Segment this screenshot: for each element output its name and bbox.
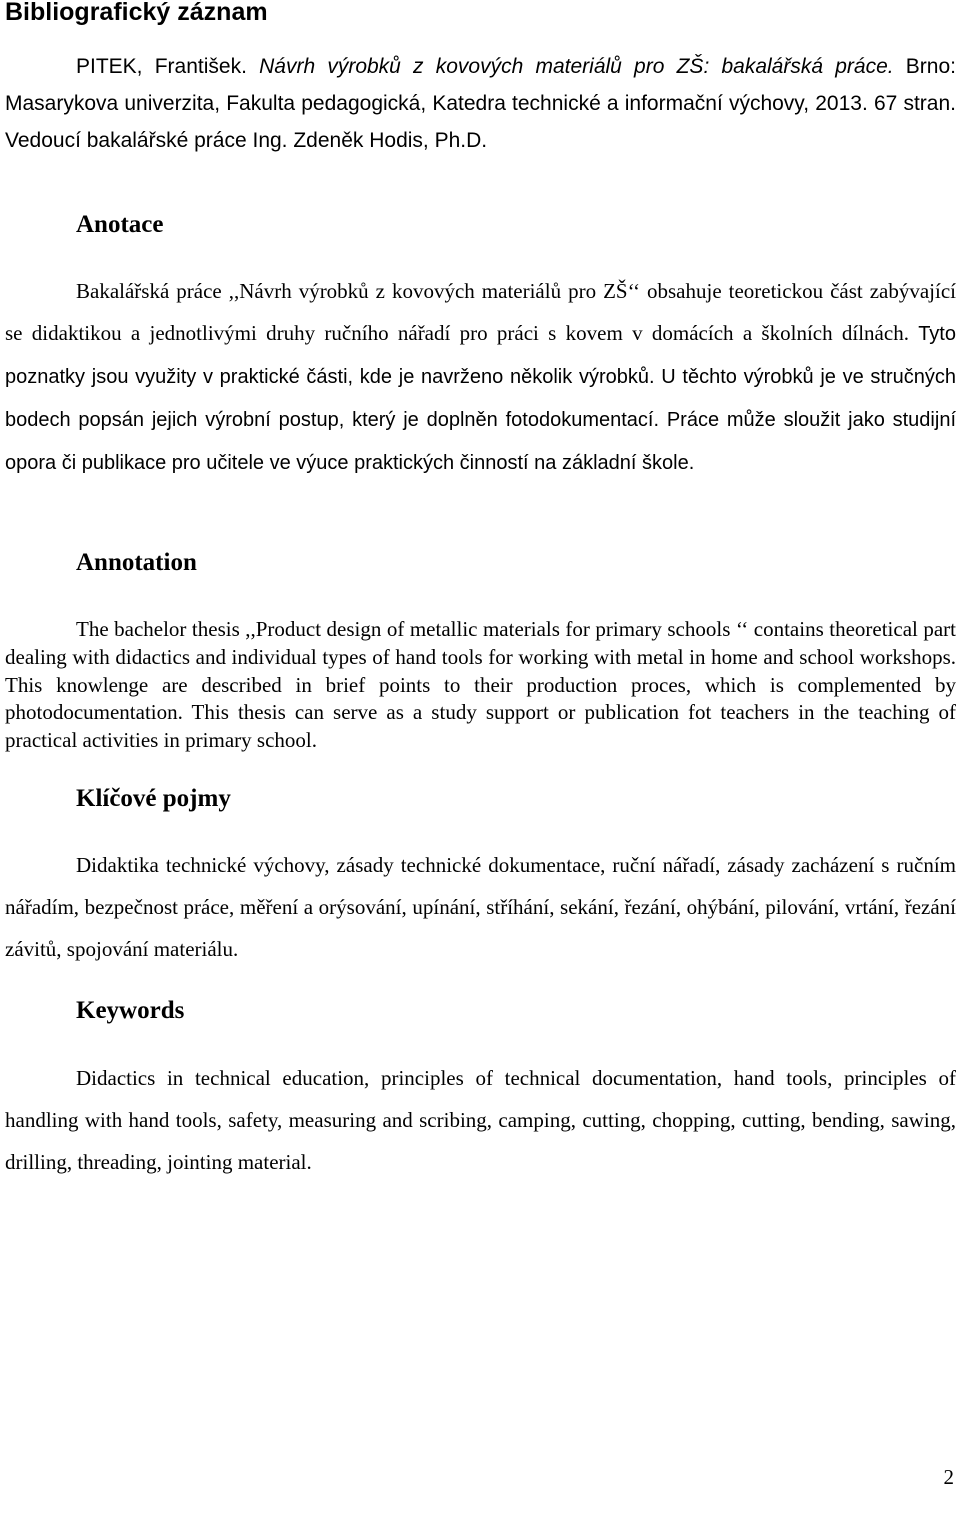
bibliography-heading: Bibliografický záznam bbox=[5, 0, 268, 26]
anotace-heading: Anotace bbox=[76, 211, 164, 238]
keywords-section bbox=[5, 1057, 956, 1183]
klicove-pojmy-section bbox=[5, 844, 956, 970]
keywords-heading: Keywords bbox=[76, 997, 185, 1024]
bibliography-author: PITEK, František. bbox=[76, 55, 260, 78]
bibliography-title: Návrh výrobků z kovových materiálů pro ZŠ: bakalářská práce. bbox=[259, 55, 894, 78]
keywords-text: Didactics in technical education, principles of technical documentation, hand tools, principles of handling with hand tools, safety, measuring and scribing, camping, cutting, chopping, cutting, bending, sawing, drilling, threading, jointing material. bbox=[5, 1066, 956, 1174]
anotace-text bbox=[5, 270, 956, 484]
klicove-pojmy-heading: Klíčové pojmy bbox=[76, 785, 231, 812]
annotation-heading: Annotation bbox=[76, 549, 197, 576]
anotace-part2: Tyto poznatky jsou využity v praktické části, kde je navrženo několik výrobků. U těchto výrobků je ve stručných bodech popsán jejich výrobní postup, který je doplněn fotodokumentací. Práce může sloužit jako studijní opora či publikace pro učitele ve výuce praktických činností na základní škole. bbox=[5, 323, 956, 474]
bibliography-details: Brno: Masarykova univerzita, Fakulta pedagogická, Katedra technické a informační výchovy, 2013. 67 stran. Vedoucí bakalářské práce Ing. Zdeněk Hodis, Ph.D. bbox=[5, 55, 956, 152]
anotace-section bbox=[5, 270, 956, 484]
klicove-pojmy-text: Didaktika technické výchovy, zásady technické dokumentace, ruční nářadí, zásady zacházení s ručním nářadím, bezpečnost práce, měření a orýsování, upínání, stříhání, sekání, řezání, ohýbání, pilování, vrtání, řezání závitů, spojování materiálu. bbox=[5, 853, 956, 961]
anotace-part1: Bakalářská práce ,,Návrh výrobků z kovových materiálů pro ZŠ‘‘ obsahuje teoretickou část zabývající se didaktikou a jednotlivými druhy ručního nářadí pro práci s kovem v domácích a školních dílnách. bbox=[5, 279, 956, 345]
bibliography-record bbox=[5, 48, 956, 159]
annotation-section bbox=[5, 616, 956, 755]
page-number: 2 bbox=[943, 1465, 954, 1489]
annotation-text: The bachelor thesis ,,Product design of metallic materials for primary schools ‘‘ contains theoretical part dealing with didactics and individual types of hand tools for working with metal in home and school workshops. This knowlenge are described in brief points to their production proces, which is complemented by photodocumentation. This thesis can serve as a study support or publication fot teachers in the teaching of practical activities in primary school. bbox=[5, 617, 956, 753]
bibliography-text bbox=[5, 48, 956, 159]
